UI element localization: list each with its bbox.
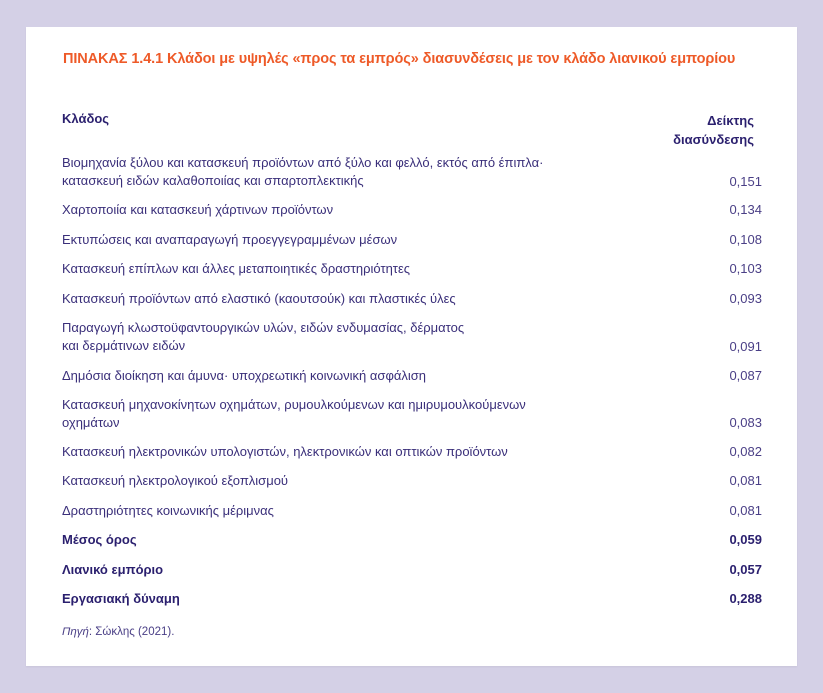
row-label: Κατασκευή προϊόντων από ελαστικό (καουτσούκ) και πλαστικές ύλες bbox=[62, 291, 456, 306]
column-header-sector: Κλάδος bbox=[62, 111, 110, 126]
row-value: 0,093 bbox=[729, 291, 762, 306]
column-header-index-line2: διασύνδεσης bbox=[673, 132, 754, 147]
table-row bbox=[62, 443, 762, 461]
table-row bbox=[62, 319, 762, 355]
row-value: 0,082 bbox=[729, 444, 762, 459]
column-header-index-line1: Δείκτης bbox=[707, 113, 754, 128]
row-label-line1: Παραγωγή κλωστοϋφαντουργικών υλών, ειδών ενδυμασίας, δέρματος bbox=[62, 320, 465, 335]
row-label bbox=[62, 396, 632, 432]
row-label: Δημόσια διοίκηση και άμυνα· υποχρεωτική κοινωνική ασφάλιση bbox=[62, 368, 427, 383]
row-label-line1: Βιομηχανία ξύλου και κατασκευή προϊόντων από ξύλο και φελλό, εκτός από έπιπλα· bbox=[62, 155, 544, 170]
row-value: 0,057 bbox=[729, 562, 762, 577]
row-label bbox=[62, 154, 632, 190]
table-row bbox=[62, 502, 762, 520]
row-label-line2: κατασκευή ειδών καλαθοποιίας και σπαρτοπλεκτικής bbox=[62, 173, 364, 188]
row-label-line1: Κατασκευή μηχανοκίνητων οχημάτων, ρυμουλκούμενων και ημιρυμουλκούμενων bbox=[62, 397, 526, 412]
row-value: 0,103 bbox=[729, 261, 762, 276]
row-label: Εργασιακή δύναμη bbox=[62, 591, 180, 606]
row-label: Χαρτοποιία και κατασκευή χάρτινων προϊόντων bbox=[62, 202, 334, 217]
row-label: Εκτυπώσεις και αναπαραγωγή προεγγεγραμμένων μέσων bbox=[62, 232, 398, 247]
table-row bbox=[62, 201, 762, 219]
row-value: 0,134 bbox=[729, 202, 762, 217]
row-value: 0,151 bbox=[729, 174, 762, 189]
row-value: 0,087 bbox=[729, 368, 762, 383]
row-label: Κατασκευή επίπλων και άλλες μεταποιητικές δραστηριότητες bbox=[62, 261, 411, 276]
table-title: ΠΙΝΑΚΑΣ 1.4.1 Κλάδοι με υψηλές «προς τα εμπρός» διασυνδέσεις με τον κλάδο λιανικού εμπορίου bbox=[63, 51, 736, 67]
row-label bbox=[62, 319, 632, 355]
summary-row-average bbox=[62, 531, 762, 549]
row-value: 0,108 bbox=[729, 232, 762, 247]
row-label: Κατασκευή ηλεκτρονικών υπολογιστών, ηλεκτρονικών και οπτικών προϊόντων bbox=[62, 444, 508, 459]
row-label: Δραστηριότητες κοινωνικής μέριμνας bbox=[62, 503, 274, 518]
row-value: 0,059 bbox=[729, 532, 762, 547]
row-value: 0,081 bbox=[729, 503, 762, 518]
table-row bbox=[62, 396, 762, 432]
row-label: Λιανικό εμπόριο bbox=[62, 562, 164, 577]
summary-row-labour bbox=[62, 590, 762, 608]
table-row bbox=[62, 154, 762, 190]
source-label: Πηγή bbox=[62, 626, 89, 638]
source-text: : Σώκλης (2021). bbox=[88, 626, 175, 638]
table-row bbox=[62, 260, 762, 278]
table-row bbox=[62, 367, 762, 385]
row-label: Κατασκευή ηλεκτρολογικού εξοπλισμού bbox=[62, 473, 289, 488]
row-label-line2: και δερμάτινων ειδών bbox=[62, 338, 186, 353]
table-source-note bbox=[62, 626, 174, 638]
row-value: 0,288 bbox=[729, 591, 762, 606]
row-value: 0,081 bbox=[729, 473, 762, 488]
column-header-index bbox=[636, 111, 754, 149]
table-row bbox=[62, 231, 762, 249]
row-label-line2: οχημάτων bbox=[62, 415, 120, 430]
row-value: 0,091 bbox=[729, 339, 762, 354]
table-card bbox=[26, 27, 797, 666]
table-row bbox=[62, 290, 762, 308]
row-label: Μέσος όρος bbox=[62, 532, 137, 547]
row-value: 0,083 bbox=[729, 415, 762, 430]
summary-row-retail bbox=[62, 561, 762, 579]
table-row bbox=[62, 472, 762, 490]
